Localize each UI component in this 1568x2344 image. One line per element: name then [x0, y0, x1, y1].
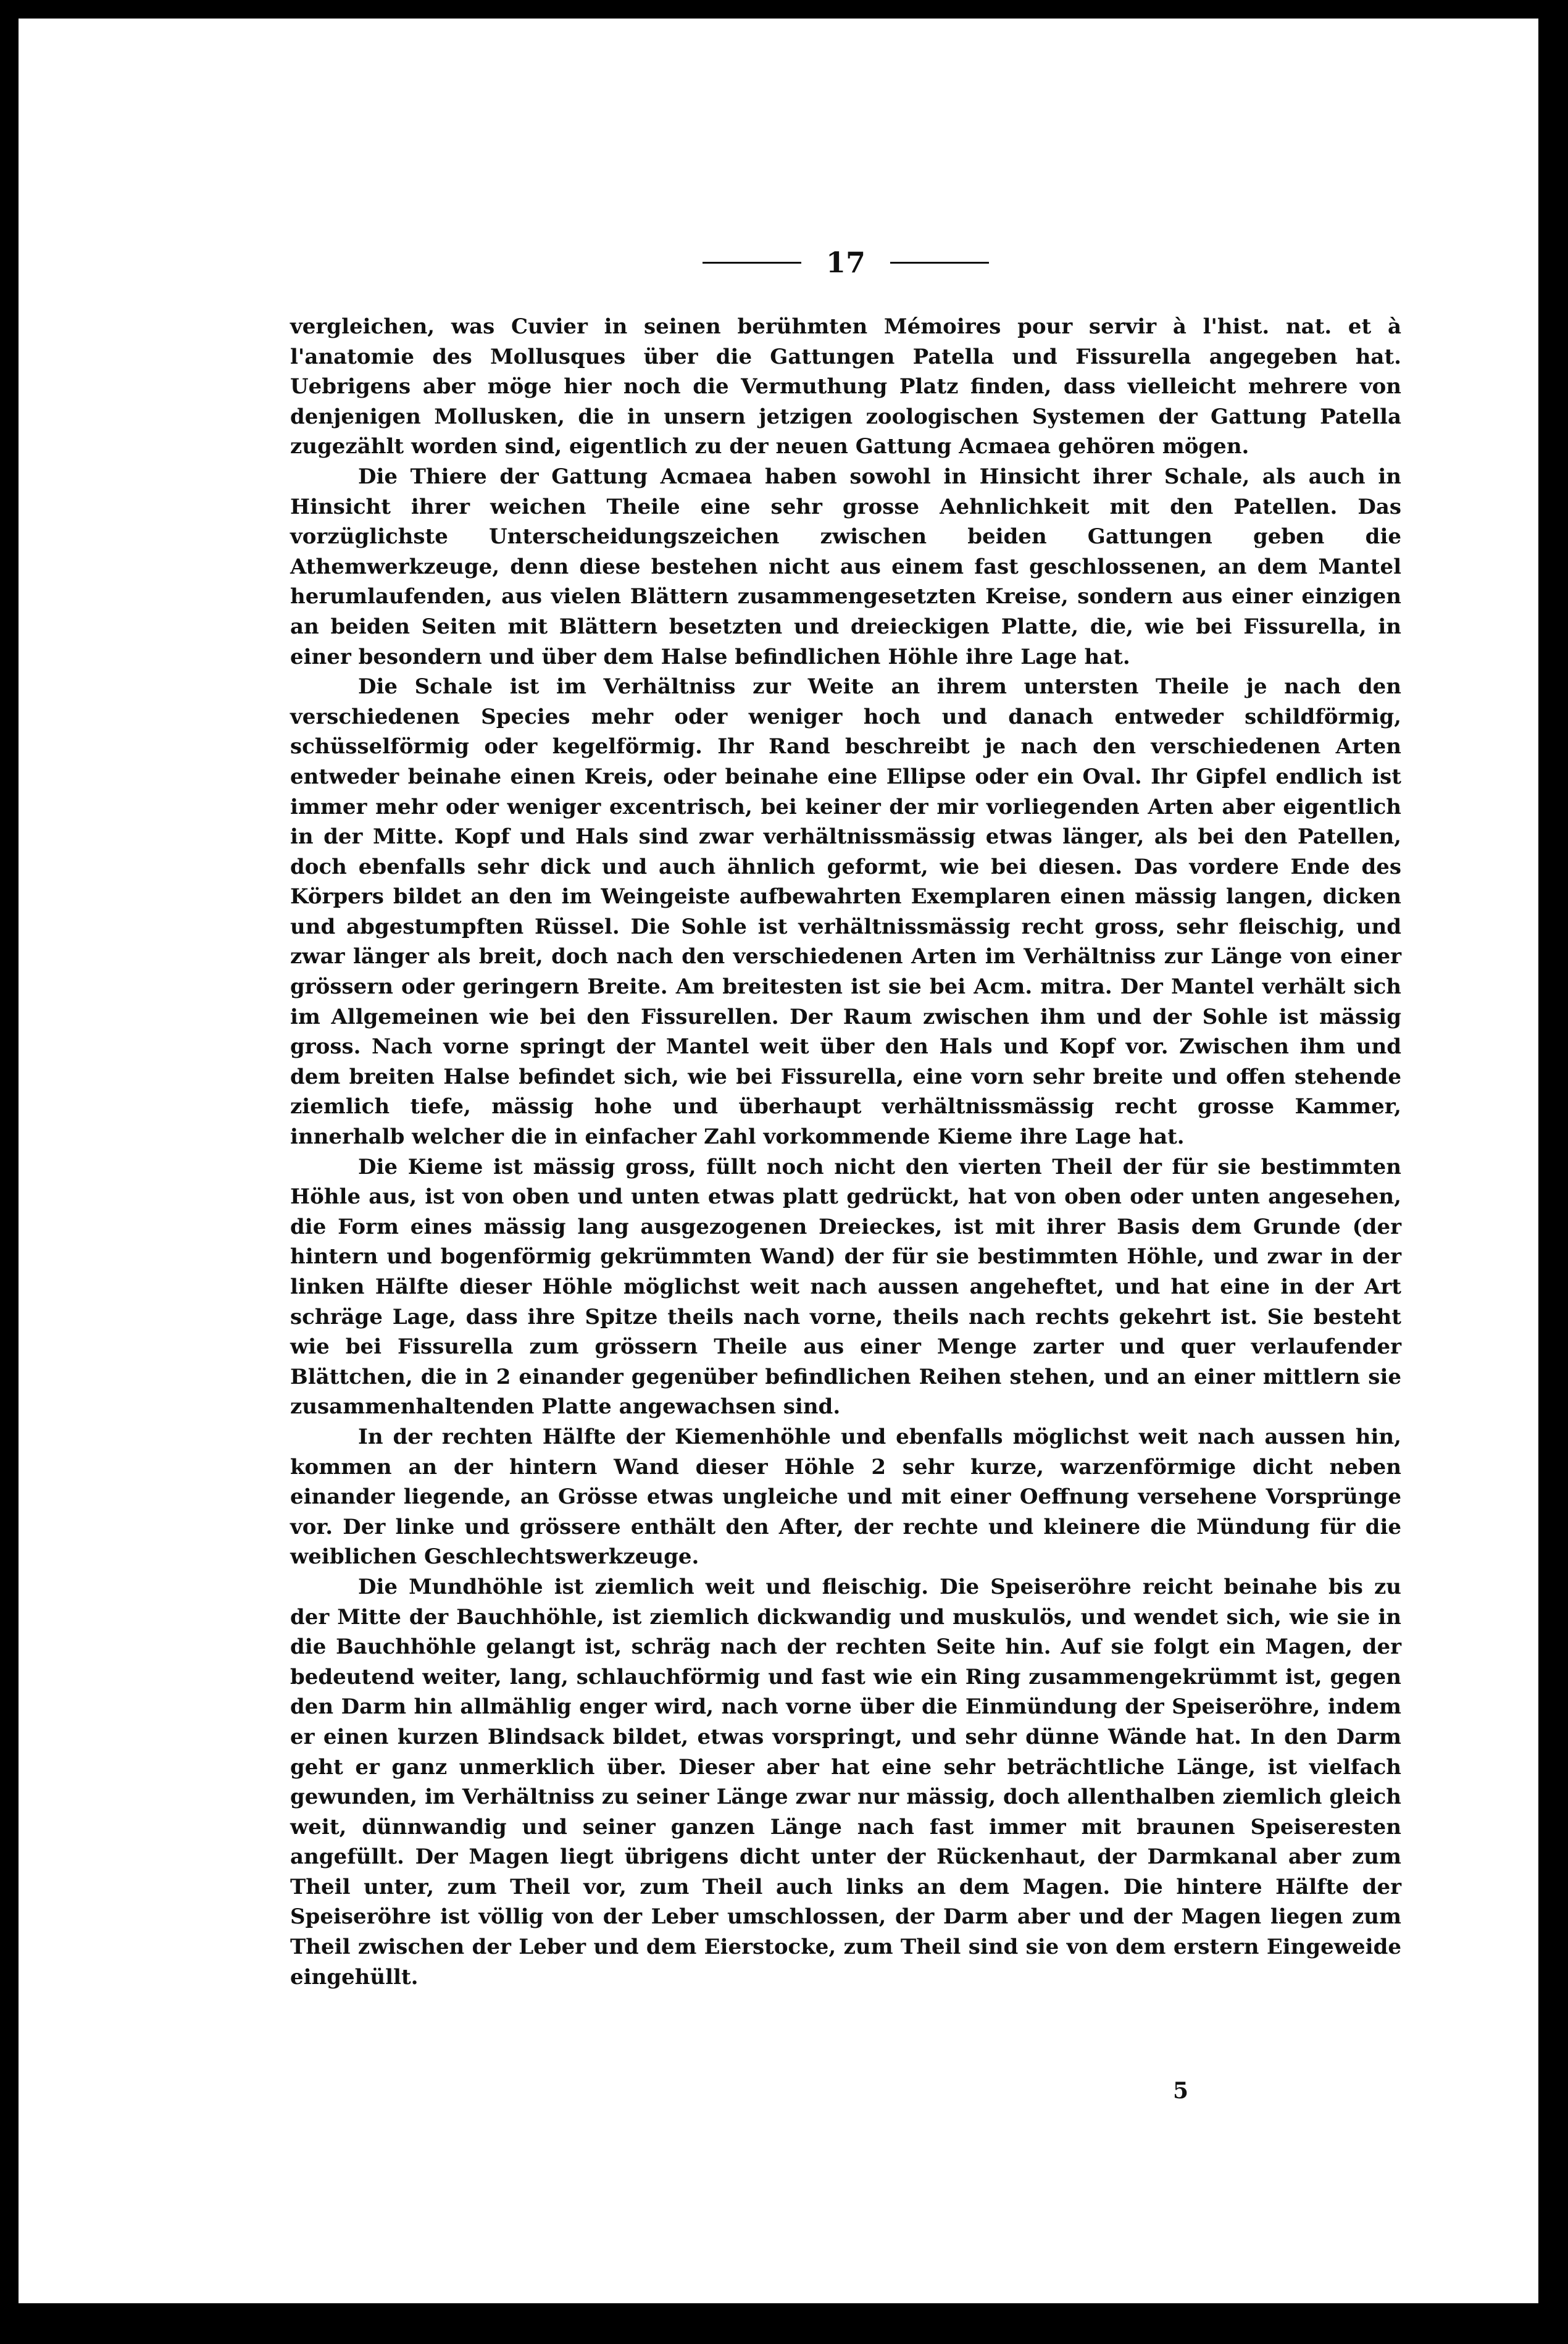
paragraph: Die Kieme ist mässig gross, füllt noch nicht den vierten Theil der für sie bestimmten Höhle aus, ist von oben und unten etwas platt gedrückt, hat von oben oder unten angesehen, die Form eines mässig lang ausgezogenen Dreieckes, ist mit ihrer Basis dem Grunde (der hintern und bogenförmig gekrümmten Wand) der für sie bestimmten Höhle, und zwar in der linken Hälfte dieser Höhle möglichst weit nach aussen angeheftet, und hat eine in der Art schräge Lage, dass ihre Spitze theils nach vorne, theils nach rechts gekehrt ist. Sie besteht wie bei Fissurella zum grössern Theile aus einer Menge zarter und quer verlaufender Blättchen, die in 2 einander gegenüber befindlichen Reihen stehen, und an einer mittlern sie zusammenhaltenden Platte angewachsen sind. [290, 1154, 1401, 1420]
paragraph: Die Mundhöhle ist ziemlich weit und fleischig. Die Speiseröhre reicht beinahe bis zu der Mitte der Bauchhöhle, ist ziemlich dickwandig und muskulös, und wendet sich, wie sie in die Bauchhöhle gelangt ist, schräg nach der rechten Seite hin. Auf sie folgt ein Magen, der bedeutend weiter, lang, schlauchförmig und fast wie ein Ring zusammengekrümmt ist, gegen den Darm hin allmählig enger wird, nach vorne über die Einmündung der Speiseröhre, indem er einen kurzen Blindsack bildet, etwas vorspringt, und sehr dünne Wände hat. In den Darm geht er ganz unmerklich über. Dieser aber hat eine sehr beträchtliche Länge, ist vielfach gewunden, im Verhältniss zu seiner Länge zwar nur mässig, doch allenthalben ziemlich gleich weit, dünnwandig und seiner ganzen Länge nach fast immer mit braunen Speiseresten angefüllt. Der Magen liegt übrigens dicht unter der Rückenhaut, der Darmkanal aber zum Theil unter, zum Theil vor, zum Theil auch links an dem Magen. Die hintere Hälfte der Speiseröhre ist völlig von der Leber umschlossen, der Darm aber und der Magen liegen zum Theil zwischen der Leber und dem Eierstocke, zum Theil sind sie von dem erstern Eingeweide eingehüllt. [290, 1574, 1401, 1990]
page-header [290, 244, 1401, 281]
paragraph: Die Thiere der Gattung Acmaea haben sowohl in Hinsicht ihrer Schale, als auch in Hinsicht ihrer weichen Theile eine sehr grosse Aehnlichkeit mit den Patellen. Das vorzüglichste Unterscheidungszeichen zwischen beiden Gattungen geben die Athemwerkzeuge, denn diese bestehen nicht aus einem fast geschlossenen, an dem Mantel herumlaufenden, aus vielen Blättern zusammengesetzten Kreise, sondern aus einer einzigen an beiden Seiten mit Blättern besetzten und dreieckigen Platte, die, wie bei Fissurella, in einer besondern und über dem Halse befindlichen Höhle ihre Lage hat. [290, 464, 1401, 669]
scan-edge [1538, 0, 1549, 2344]
body-text [290, 312, 1401, 1992]
paragraph: In der rechten Hälfte der Kiemenhöhle und ebenfalls möglichst weit nach aussen hin, kommen an der hintern Wand dieser Höhle 2 sehr kurze, warzenförmige dicht neben einander liegende, an Grösse etwas ungleiche und mit einer Oeffnung versehene Vorsprünge vor. Der linke und grössere enthält den After, der rechte und kleinere die Mündung für die weiblichen Geschlechtswerkzeuge. [290, 1424, 1401, 1570]
page-number: 17 [825, 246, 865, 279]
header-rule-left [703, 262, 801, 264]
signature-mark: 5 [1173, 2078, 1189, 2104]
paragraph: Die Schale ist im Verhältniss zur Weite an ihrem untersten Theile je nach den verschiedenen Species mehr oder weniger hoch und danach entweder schildförmig, schüsselförmig oder kegelförmig. Ihr Rand beschreibt je nach den verschiedenen Arten entweder beinahe einen Kreis, oder beinahe eine Ellipse oder ein Oval. Ihr Gipfel endlich ist immer mehr oder weniger excentrisch, bei keiner der mir vorliegenden Arten aber eigentlich in der Mitte. Kopf und Hals sind zwar verhältnissmässig etwas länger, als bei den Patellen, doch ebenfalls sehr dick und auch ähnlich geformt, wie bei diesen. Das vordere Ende des Körpers bildet an den im Weingeiste aufbewahrten Exemplaren einen mässig langen, dicken und abgestumpften Rüssel. Die Sohle ist verhältnissmässig recht gross, sehr fleischig, und zwar länger als breit, doch nach den verschiedenen Arten im Verhältniss zur Länge von einer grössern oder geringern Breite. Am breitesten ist sie bei Acm. mitra. Der Mantel verhält sich im Allgemeinen wie bei den Fissurellen. Der Raum zwischen ihm und der Sohle ist mässig gross. Nach vorne springt der Mantel weit über den Hals und Kopf vor. Zwischen ihm und dem breiten Halse befindet sich, wie bei Fissurella, eine vorn sehr breite und offen stehende ziemlich tiefe, mässig hohe und überhaupt verhältnissmässig recht grosse Kammer, innerhalb welcher die in einfacher Zahl vorkommende Kieme ihre Lage hat. [290, 674, 1401, 1150]
paragraph: vergleichen, was Cuvier in seinen berühmten Mémoires pour servir à l'hist. nat. et à l'anatomie des Mollusques über die Gattungen Patella und Fissurella angegeben hat. Uebrigens aber möge hier noch die Vermuthung Platz finden, dass vielleicht mehrere von denjenigen Mollusken, die in unsern jetzigen zoologischen Systemen der Gattung Patella zugezählt worden sind, eigentlich zu der neuen Gattung Acmaea gehören mögen. [290, 314, 1401, 459]
header-rule-right [890, 262, 989, 264]
